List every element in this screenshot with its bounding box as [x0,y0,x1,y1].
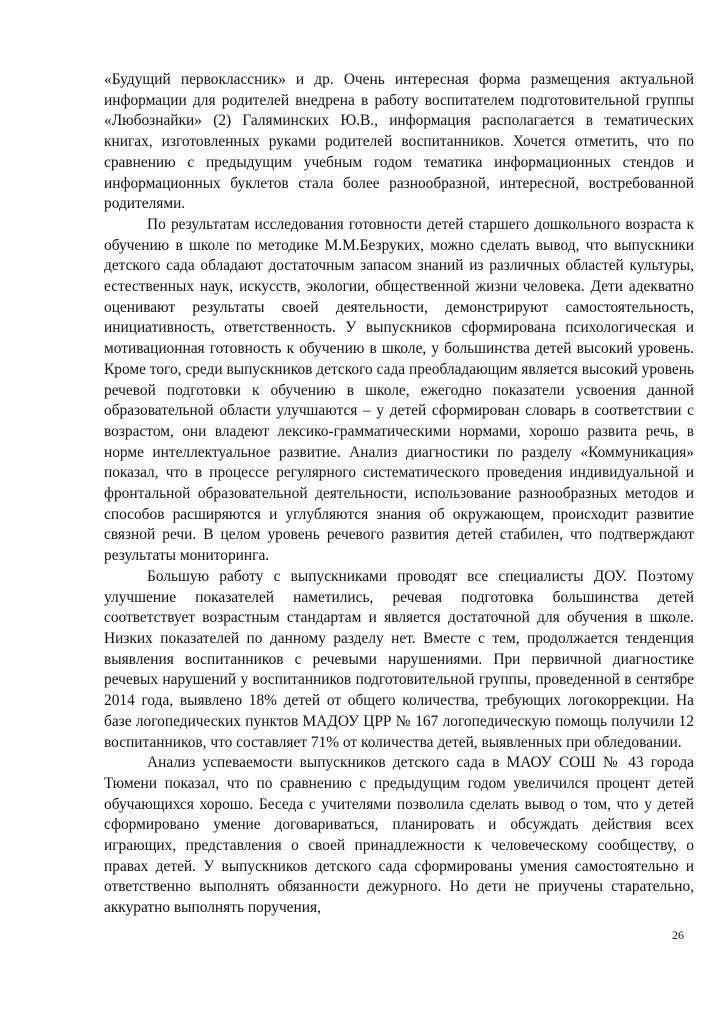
paragraph-2: По результатам исследования готовности детей старшего дошкольного возраста к обучению в школе по методике М.М.Безруких, можно сделать вывод, что выпускники детского сада обладают достаточным запасом знаний из различных областей культуры, естественных наук, искусств, экологии, общественной жизни человека. Дети адекватно оценивают результаты своей деятельности, демонстрируют самостоятельность, инициативность, ответственность. У выпускников сформирована психологическая и мотивационная готовность к обучению в школе, у большинства детей высокий уровень. Кроме того, среди выпускников детского сада преобладающим является высокий уровень речевой подготовки к обучению в школе, ежегодно показатели усвоения данной образовательной области улучшаются – у детей сформирован словарь в соответствии с возрастом, они владеют лексико-грамматическими нормами, хорошо развита речь, в норме интеллектуальное развитие. Анализ диагностики по разделу «Коммуникация» показал, что в процессе регулярного систематического проведения индивидуальной и фронтальной образовательной деятельности, использование разнообразных методов и способов расширяются и углубляются знания об окружающем, происходит развитие связной речи. В целом уровень речевого развития детей стабилен, что подтверждают результаты мониторинга. [104,215,694,565]
paragraph-1: «Будущий первоклассник» и др. Очень интересная форма размещения актуальной информации для родителей внедрена в работу воспитателем подготовительной группы «Любознайки» (2) Галяминских Ю.В., информация располагается в тематических книгах, изготовленных руками родителей воспитанников. Хочется отметить, что по сравнению с предыдущим учебным годом тематика информационных стендов и информационных буклетов стала более разнообразной, интересной, востребованной родителями. [104,71,694,213]
paragraph-3: Большую работу с выпускниками проводят все специалисты ДОУ. Поэтому улучшение показателей наметились, речевая подготовка большинства детей соответствует возрастным стандартам и является достаточной для обучения в школе. Низких показателей по данному разделу нет. Вместе с тем, продолжается тенденция выявления воспитанников с речевыми нарушениями. При первичной диагностике речевых нарушений у воспитанников подготовительной группы, проведенной в сентябре 2014 года, выявлено 18% детей от общего количества, требующих логокоррекции. На базе логопедических пунктов МАДОУ ЦРР № 167 логопедическую помощь получили 12 воспитанников, что составляет 71% от количества детей, выявленных при обледовании. [104,567,694,751]
page-number: 26 [672,928,684,942]
paragraph-4: Анализ успеваемости выпускников детского сада в МАОУ СОШ № 43 города Тюмени показал, что по сравнению с предыдущим годом увеличился процент детей обучающихся хорошо. Беседа с учителями позволила сделать вывод о том, что у детей сформировано умение договариваться, планировать и обсуждать действия всех играющих, представления о своей принадлежности к человеческому сообществу, о правах детей. У выпускников детского сада сформированы умения самостоятельно и ответственно выполнять обязанности дежурного. Но дети не приучены старательно, аккуратно выполнять поручения, [104,754,694,917]
body-text [104,70,694,919]
